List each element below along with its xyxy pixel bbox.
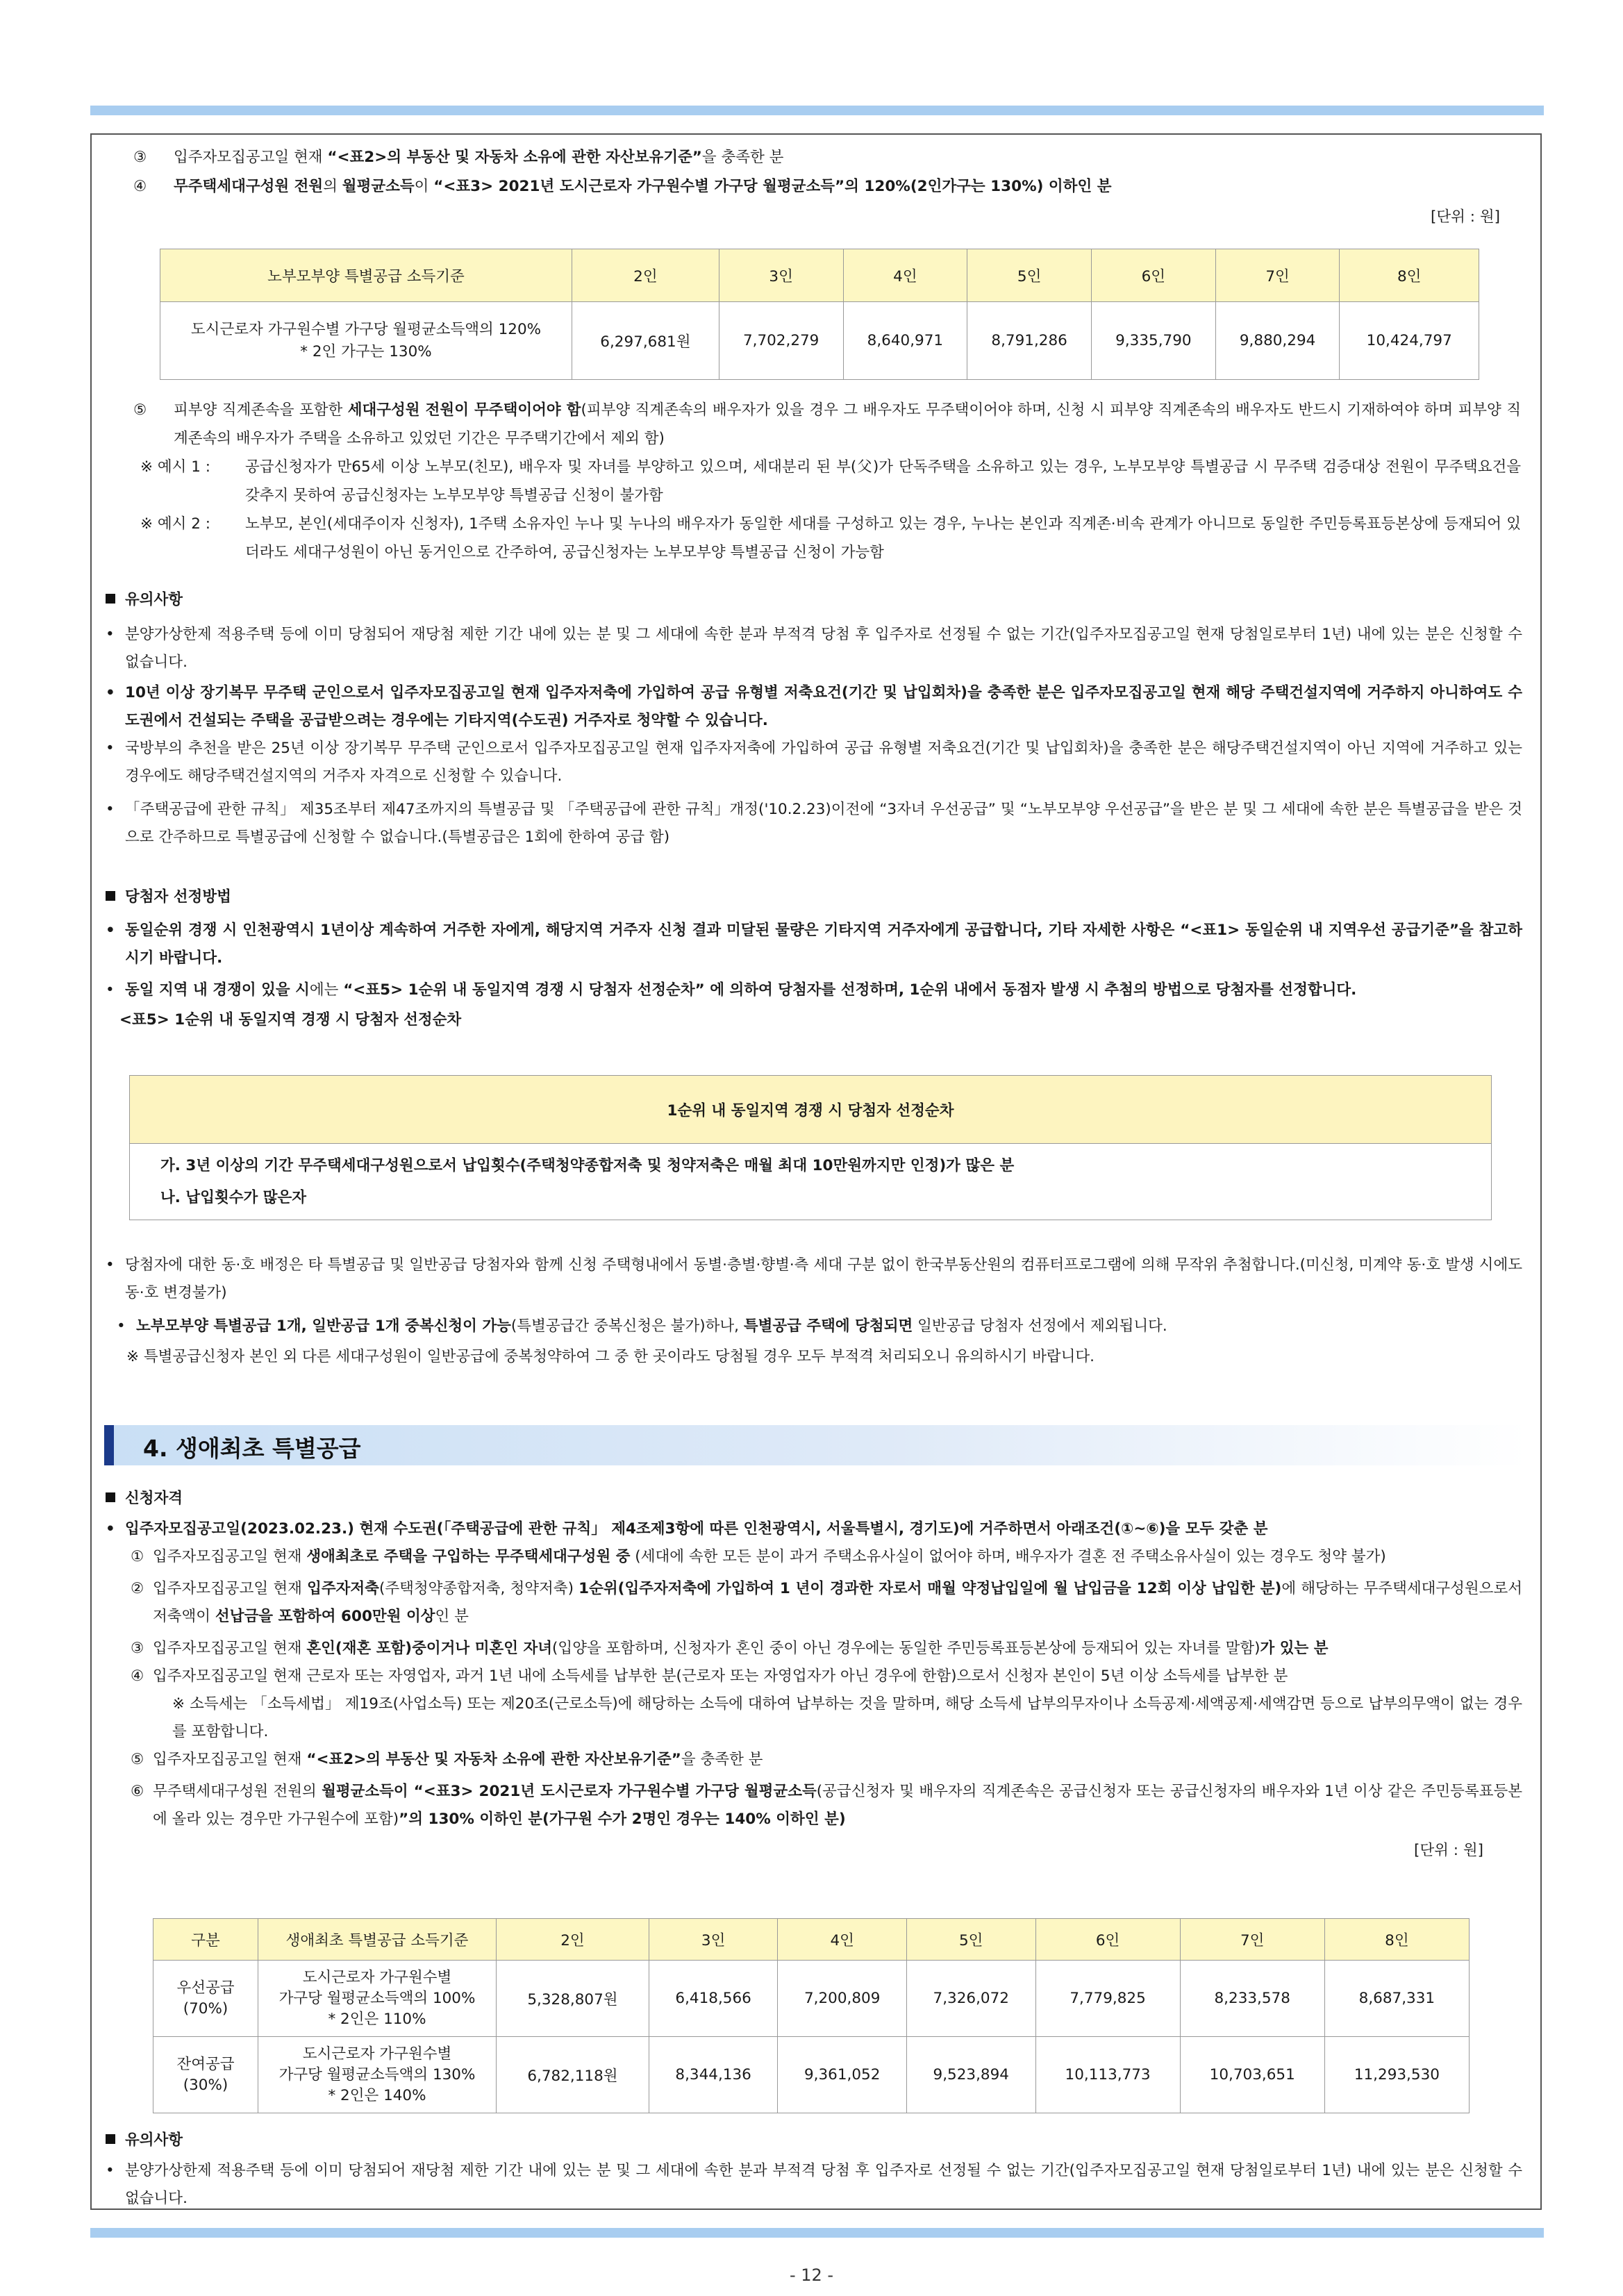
section-4-title: 4. 생애최초 특별공급 bbox=[143, 1435, 361, 1462]
table-row-label: 도시근로자 가구원수별 가구당 월평균소득액의 130% * 2인은 140% bbox=[258, 2037, 497, 2113]
table-header-row bbox=[130, 1076, 1492, 1144]
square-bullet-icon bbox=[106, 594, 115, 604]
table-cell: 7,200,809 bbox=[778, 1961, 907, 2037]
table-cell: 9,335,790 bbox=[1091, 302, 1215, 380]
condition-6: ⑥ 무주택세대구성원 전원의 월평균소득이 “<표3> 2021년 도시근로자 가구원수별 가구당 월평균소득(공급신청자 및 배우자의 직계존속은 공급신청자 또는 공급신청자의 배우자와 1년 이상 같은 주민등록표등본에 올라 있는 경우만 가구원수에 포함)”의 130% 이하인 분(가구원 수가 2명인 경우는 140% 이하인 분) bbox=[131, 1783, 1522, 1828]
table-elderly-income bbox=[160, 249, 1479, 380]
section-4-content bbox=[106, 1483, 1522, 1868]
section-heading: 당첨자 선정방법 bbox=[106, 882, 1522, 913]
list-item: • 당첨자에 대한 동·호 배정은 타 특별공급 및 일반공급 당첨자와 함께 신청 주택형내에서 동별·층별·향별·측 세대 구분 없이 한국부동산원의 컴퓨터프로그램에 의해 무작위 추첨합니다.(미신청, 미계약 동·호 발생 시에도 동·호 변경불가) bbox=[106, 1251, 1522, 1307]
selection-note: ※ 특별공급신청자 본인 외 다른 세대구성원이 일반공급에 중복청약하여 그 중 한 곳이라도 당첨될 경우 모두 부적격 처리되오니 유의하시기 바랍니다. bbox=[126, 1348, 1095, 1365]
bullet-icon: • bbox=[117, 1317, 126, 1335]
table-header-cell: 1순위 내 동일지역 경쟁 시 당첨자 선정순차 bbox=[130, 1076, 1492, 1144]
bullet-icon: • bbox=[106, 1520, 115, 1538]
example-2: ※ 예시 2 : 노부모, 본인(세대주이자 신청자), 1주택 소유자인 누나 및 누나의 배우자가 동일한 세대를 구성하고 있는 경우, 누나는 본인과 직계존·비속 관계가 아니므로 동일한 주민등록표등본상에 등재되어 있더라도 세대구성원이 아닌 동거인으로 간주하여, 공급신청자는 노부모부양 특별공급 신청이 가능함 bbox=[140, 515, 1521, 561]
condition-2: ② 입주자모집공고일 현재 입주자저축(주택청약종합저축, 청약저축) 1순위(입주자저축에 가입하여 1 년이 경과한 자로서 매월 약정납입일에 월 납입금을 12회 이상 납입한 분)에 해당하는 무주택세대구성원으로서 저축액이 선납금을 포함하여 600만원 이상인 분 bbox=[131, 1580, 1522, 1625]
table-cell: 7,326,072 bbox=[906, 1961, 1035, 2037]
bullet-icon: • bbox=[106, 922, 115, 939]
table-cell: 6,297,681원 bbox=[572, 302, 719, 380]
unit-label: [단위 : 원] bbox=[1414, 1842, 1483, 1859]
table-cell: 7,702,279 bbox=[719, 302, 843, 380]
table-row-label: 도시근로자 가구원수별 가구당 월평균소득액의 100% * 2인은 110% bbox=[258, 1961, 497, 2037]
bullet-icon: • bbox=[106, 1256, 115, 1274]
item-5: ⑤ 피부양 직계존속을 포함한 세대구성원 전원이 무주택이어야 함(피부양 직계존속의 배우자가 있을 경우 그 배우자도 무주택이어야 하며, 신청 시 피부양 직계존속의 배우자도 반드시 기재하여야 하며 피부양 직계존속의 배우자가 주택을 소유하고 있었던 기간은 무주택기간에서 제외 함) bbox=[133, 401, 1521, 447]
table-cell: 가. 3년 이상의 기간 무주택세대구성원으로서 납입횟수(주택청약종합저축 및 청약저축은 매월 최대 10만원까지만 인정)가 많은 분 나. 납입횟수가 많은자 bbox=[130, 1144, 1492, 1220]
bullet-icon: • bbox=[106, 801, 115, 818]
upper-content bbox=[118, 143, 1521, 233]
condition-3: ③ 입주자모집공고일 현재 혼인(재혼 포함)중이거나 미혼인 자녀(입양을 포함하며, 신청자가 혼인 중이 아닌 경우에는 동일한 주민등록표등본상에 등재되어 있는 자녀를 말함)가 있는 분 bbox=[131, 1640, 1329, 1657]
table-header-cell: 4인 bbox=[778, 1919, 907, 1961]
table-header-cell: 8인 bbox=[1324, 1919, 1469, 1961]
list-item: • 10년 이상 장기복무 무주택 군인으로서 입주자모집공고일 현재 입주자저축에 가입하여 공급 유형별 저축요건(기간 및 납입회차)을 충족한 분은 입주자모집공고일 현재 해당 주택건설지역에 거주하지 아니하여도 수도권에서 건설되는 주택을 공급받으려는 경우에는 기타지역(수도권) 거주자로 청약할 수 있습니다. bbox=[106, 679, 1522, 735]
list-item: • 「주택공급에 관한 규칙」 제35조부터 제47조까지의 특별공급 및 「주택공급에 관한 규칙」개정('10.2.23)이전에 “3자녀 우선공급” 및 “노부모부양 우선공급”을 받은 분 및 그 세대에 속한 분은 특별공급을 받은 것으로 간주하므로 특별공급에 신청할 수 없습니다.(특별공급은 1회에 한하여 공급 함) bbox=[106, 796, 1522, 851]
condition-5: ⑤ 입주자모집공고일 현재 “<표2>의 부동산 및 자동차 소유에 관한 자산보유기준”을 충족한 분 bbox=[131, 1751, 763, 1768]
table-header-row bbox=[160, 249, 1479, 302]
title-accent-bar bbox=[104, 1425, 114, 1465]
square-bullet-icon bbox=[106, 2134, 115, 2144]
condition-4-note: ※ 소득세는 「소득세법」 제19조(사업소득) 또는 제20조(근로소득)에 해당하는 소득에 대하여 납부하는 것을 말하며, 해당 소득세 납부의무자이나 소득공제·세액공제·세액감면 등으로 납부의무액이 없는 경우를 포함합니다. bbox=[172, 1695, 1522, 1740]
table-header-cell: 2인 bbox=[572, 249, 719, 302]
bullet-icon: • bbox=[106, 684, 115, 701]
table-cell: 10,703,651 bbox=[1180, 2037, 1324, 2113]
table-row bbox=[153, 1961, 1470, 2037]
table-header-cell: 6인 bbox=[1091, 249, 1215, 302]
table-cell: 8,344,136 bbox=[649, 2037, 778, 2113]
item-5-block bbox=[118, 396, 1521, 567]
table-row bbox=[160, 302, 1479, 380]
condition-4: ④ 입주자모집공고일 현재 근로자 또는 자영업자, 과거 1년 내에 소득세를 납부한 분(근로자 또는 자영업자가 아닌 경우에 한함)으로서 신청자 본인이 5년 이상 소득세를 납부한 분 bbox=[131, 1667, 1288, 1685]
page-number: - 12 - bbox=[789, 2265, 834, 2285]
top-decorative-bar bbox=[90, 106, 1544, 115]
table-header-cell: 4인 bbox=[843, 249, 967, 302]
table-header-cell: 3인 bbox=[649, 1919, 778, 1961]
unit-label: [단위 : 원] bbox=[1431, 208, 1500, 226]
bullet-icon: • bbox=[106, 740, 115, 757]
list-item: • 분양가상한제 적용주택 등에 이미 당첨되어 재당첨 제한 기간 내에 있는 분 및 그 세대에 속한 분과 부적격 당첨 후 입주자로 선정될 수 없는 기간(입주자모집공고일 현재 당첨일로부터 1년) 내에 있는 분은 신청할 수 없습니다. bbox=[106, 621, 1522, 676]
table-selection-order bbox=[129, 1075, 1492, 1220]
bullet-icon: • bbox=[106, 981, 115, 999]
item-4: ④ 무주택세대구성원 전원의 월평균소득이 “<표3> 2021년 도시근로자 가구원수별 가구당 월평균소득”의 120%(2인가구는 130%) 이하인 분 bbox=[133, 178, 1112, 195]
list-item: • 분양가상한제 적용주택 등에 이미 당첨되어 재당첨 제한 기간 내에 있는 분 및 그 세대에 속한 분과 부적격 당첨 후 입주자로 선정될 수 없는 기간(입주자모집공고일 현재 당첨일로부터 1년) 내에 있는 분은 신청할 수 없습니다. bbox=[106, 2157, 1522, 2213]
list-item: • 국방부의 추천을 받은 25년 이상 장기복무 무주택 군인으로서 입주자모집공고일 현재 입주자저축에 가입하여 공급 유형별 저축요건(기간 및 납입회차)을 충족한 분은 해당주택건설지역이 아닌 지역에 거주하고 있는 경우에도 해당주택건설지역의 거주자 자격으로 신청할 수 있습니다. bbox=[106, 735, 1522, 790]
list-item: • 동일순위 경쟁 시 인천광역시 1년이상 계속하여 거주한 자에게, 해당지역 거주자 신청 결과 미달된 물량은 기타지역 거주자에게 공급합니다, 기타 자세한 사항은 “<표1> 동일순위 내 지역우선 공급기준”을 참고하시기 바랍니다. bbox=[106, 917, 1522, 972]
table-cell: 10,424,797 bbox=[1340, 302, 1479, 380]
table-cell: 11,293,530 bbox=[1324, 2037, 1469, 2113]
table-first-home-income bbox=[153, 1918, 1470, 2113]
section-heading: 유의사항 bbox=[106, 585, 1522, 615]
list-item: • 노부모부양 특별공급 1개, 일반공급 1개 중복신청이 가능(특별공급간 중복신청은 불가)하나, 특별공급 주택에 당첨되면 일반공급 당첨자 선정에서 제외됩니다. bbox=[106, 1313, 1522, 1340]
table5-caption: <표5> 1순위 내 동일지역 경쟁 시 당첨자 선정순차 bbox=[119, 1011, 462, 1029]
selection-notes bbox=[106, 1251, 1522, 1374]
table-cell: 8,640,971 bbox=[843, 302, 967, 380]
table-header-cell: 5인 bbox=[906, 1919, 1035, 1961]
square-bullet-icon bbox=[106, 1492, 115, 1502]
table-row bbox=[153, 2037, 1470, 2113]
table-cell: 7,779,825 bbox=[1035, 1961, 1180, 2037]
table-cell: 8,791,286 bbox=[967, 302, 1092, 380]
condition-1: ① 입주자모집공고일 현재 생애최초로 주택을 구입하는 무주택세대구성원 중 (세대에 속한 모든 분이 과거 주택소유사실이 없어야 하며, 배우자가 결혼 전 주택소유사실이 있는 경우도 청약 불가) bbox=[131, 1548, 1386, 1565]
table-cell: 5,328,807원 bbox=[497, 1961, 649, 2037]
table-cell: 8,233,578 bbox=[1180, 1961, 1324, 2037]
list-item: • 동일 지역 내 경쟁이 있을 시에는 “<표5> 1순위 내 동일지역 경쟁 시 당첨자 선정순차” 에 의하여 당첨자를 선정하며, 1순위 내에서 동점자 발생 시 추첨의 방법으로 당첨자를 선정합니다. bbox=[106, 976, 1522, 1004]
table-header-cell: 7인 bbox=[1215, 249, 1340, 302]
selection-section bbox=[106, 882, 1522, 1036]
caution-section-2 bbox=[106, 2125, 1522, 2213]
table-header-cell: 8인 bbox=[1340, 249, 1479, 302]
table-row-category: 우선공급 (70%) bbox=[153, 1961, 258, 2037]
table-header-cell: 2인 bbox=[497, 1919, 649, 1961]
table-row bbox=[130, 1144, 1492, 1220]
square-bullet-icon bbox=[106, 891, 115, 901]
table-cell: 9,880,294 bbox=[1215, 302, 1340, 380]
table-header-cell: 5인 bbox=[967, 249, 1092, 302]
caution-section-1 bbox=[106, 585, 1522, 851]
table-header-cell: 7인 bbox=[1180, 1919, 1324, 1961]
bullet-icon: • bbox=[106, 2162, 115, 2179]
table-header-row bbox=[153, 1919, 1470, 1961]
table-cell: 9,361,052 bbox=[778, 2037, 907, 2113]
table-cell: 6,418,566 bbox=[649, 1961, 778, 2037]
table-cell: 9,523,894 bbox=[906, 2037, 1035, 2113]
section-heading: 신청자격 bbox=[106, 1483, 1522, 1514]
table-cell: 8,687,331 bbox=[1324, 1961, 1469, 2037]
table-cell: 6,782,118원 bbox=[497, 2037, 649, 2113]
item-3: ③ 입주자모집공고일 현재 “<표2>의 부동산 및 자동차 소유에 관한 자산보유기준”을 충족한 분 bbox=[133, 149, 784, 166]
table-header-cell: 6인 bbox=[1035, 1919, 1180, 1961]
example-1: ※ 예시 1 : 공급신청자가 만65세 이상 노부모(친모), 배우자 및 자녀를 부양하고 있으며, 세대분리 된 부(父)가 단독주택을 소유하고 있는 경우, 노부모부양 특별공급 시 무주택 검증대상 전원이 무주택요건을 갖추지 못하여 공급신청자는 노부모부양 특별공급 신청이 불가함 bbox=[140, 458, 1521, 504]
table-row-label: 도시근로자 가구원수별 가구당 월평균소득액의 120% * 2인 가구는 130% bbox=[160, 302, 572, 380]
table-header-cell: 노부모부양 특별공급 소득기준 bbox=[160, 249, 572, 302]
list-item: • 입주자모집공고일(2023.02.23.) 현재 수도권(「주택공급에 관한 규칙」 제4조제3항에 따른 인천광역시, 서울특별시, 경기도)에 거주하면서 아래조건(①~⑥)을 모두 갖춘 분 bbox=[106, 1515, 1522, 1543]
bullet-icon: • bbox=[106, 626, 115, 643]
table-header-cell: 구분 bbox=[153, 1919, 258, 1961]
bottom-decorative-bar bbox=[90, 2228, 1544, 2238]
section-4-title-bar bbox=[104, 1425, 1528, 1465]
table-cell: 10,113,773 bbox=[1035, 2037, 1180, 2113]
table-row-category: 잔여공급 (30%) bbox=[153, 2037, 258, 2113]
section-heading: 유의사항 bbox=[106, 2125, 1522, 2156]
table-header-cell: 3인 bbox=[719, 249, 843, 302]
table-header-cell: 생애최초 특별공급 소득기준 bbox=[258, 1919, 497, 1961]
